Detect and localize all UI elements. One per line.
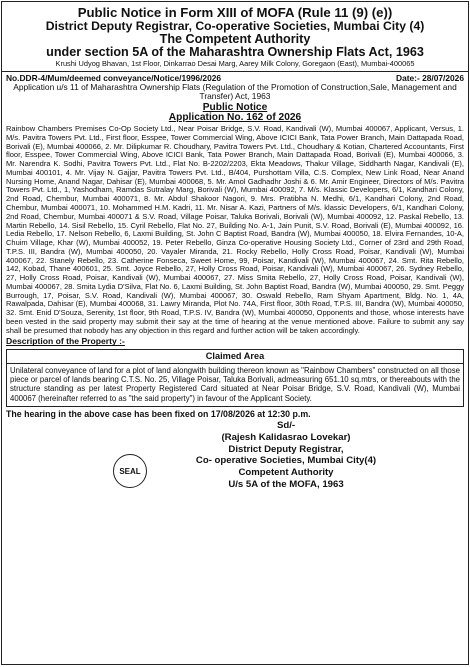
signatory-designation-3: Competent Authority: [238, 467, 334, 479]
authority-heading: District Deputy Registrar, Co-operative Societies, Mumbai City (4): [45, 18, 425, 33]
claimed-area-title: Claimed Area: [7, 350, 463, 364]
act-section-heading: under section 5A of the Maharashtra Ownership Flats Act, 1963: [46, 44, 424, 59]
signature-block: [176, 420, 396, 490]
signatory-designation-1: District Deputy Registrar,: [228, 443, 344, 455]
claimed-area-box: [6, 349, 464, 407]
notice-date: Date:- 28/07/2026: [396, 72, 464, 83]
competent-authority-heading: The Competent Authority: [159, 31, 311, 46]
seal-label: SEAL: [119, 466, 141, 476]
signatory-designation-2: Co- operative Societies, Mumbai City(4): [195, 455, 377, 467]
application-act-line: Application u/s 11 of Maharashtra Ownership Flats (Regulation of the Promotion of Construction,Sale, Management and Transfer) Act, 1963: [13, 81, 457, 102]
hearing-date-line: The hearing in the above case has been fixed on 17/08/2026 at 12:30 p.m.: [6, 408, 311, 419]
office-address: Krushi Udyog Bhavan, 1st Floor, Dinkarrao Desai Marg, Aarey Milk Colony, Goregaon (East), Mumbai-400065: [55, 59, 415, 69]
signature-sd: Sd/-: [276, 420, 296, 432]
seal-stamp: [113, 454, 147, 488]
parties-paragraph: Rainbow Chambers Premises Co-Op Society Ltd., Near Poisar Bridge, S.V. Road, Kandivali (W), Mumbai 400067, Applicant, Versus, 1. M/s. Pavitra Towers Pvt. Ltd., First floor, Esspee, Tower Commercial Wing, Above ICICI Bank, Tata Power Branch, Main Dattapada Road, Borivali (E), Mumbai 400066, 2. Mr. Dilipkumar R. Choudhary, Pavitra Towers Pvt. Ltd., Choudhary & Kotian, Chartered Accountants, First floor, Esspee, Tower Commercial Wing, Above ICICI Bank, Tata Power Branch, Main Dattapada Road, Borivali (E), Mumbai 400066, 3. Mr. Narendra K. Sodhi, Pavitra Towers Pvt. Ltd., Flat No. B-2202/2203, Ekta Meadows, Thakur Village, Siddharth Nagar, Kandivali (E), Mumbai 400101, 4. Mr. Vijay N. Gajjar, Pavitra Towers Pvt. Ltd., B/404, Purshottam Villa, C.S. Complex, New Link Road, Near Anand Nursing Home, Anand Nagar, Dahisar (E), Mumbai 400068, 5. Mr. Amol Gadhadhr Joshi & 6. Mr. Amir Engineer, Directors of M/s. Pavitra Towers Pvt. Ltd., 1, Yashodham, Ramdas Sutralay Marg, Borivali (W), Mumbai 400092, 7. M/s. Klassic Developers, 6/1, Kandhari Colony, 2nd Road, Chembur, Mumbai 400071, 8. Mr. Abdul Shakoor Nagori, 9. Mrs. Pratibha N. Medhi, 6/1, Kandhari Colony, 2nd Road, Chembur, Mumbai 400071, 10. Mohammed H.M. Kadri, 11. Mr. Nisar A. Kazi, Partners of M/s. klassic Developers, 6/1, Kandhari Colony, 2nd Road, Chembur, Mumbai 400071 & S.V. Road, Village Poisar, Taluka Borivali, Borivali (W), Mumbai 400092, 12. Paskal Rebello, 13. Martin Rebello, 14. Sisil Rebello, 15. Cyril Rebello, Flat No. 27, Building No. A-1, Jain Punit, S.V. Road, Borivali (E), Mumbai 400092, 16. Ledia Rebello, 17. Nelson Rebello, 6, Laxmi Building, St. John C Baptist Road, Bandra (W), Mumbai 400050, 18. Elvira Fernandes, 10-A, Chuim Village, Khar (W), Mumbai 400052, 19. Peter Rebello, Ginza Co-operative Housing Society Ltd., Corner of 23rd and 29th Road, T.P.S. III, Bandra (W), Mumbai 400050, 20. Vayaler Miranda, 21. Rocky Rebello, Holly Cross Road, Poisar, Kandivali (W), Mumbai 400067, 22. Stanely Rebello, 23. Catherine Fonseca, Sweet Home, 99, Poisar, Kandivali (W), Mumbai 400067, 24. Smt. Rita Rebello, 142, Kobad, Thane 400601, 25. Smt. Joyce Rebello, 27, Holly Cross Road, Poisar, Kandivali (W), Mumbai 400067, 26. Sydney Rebello, 27, Holly Cross Road, Poisar, Kandivali (W), Mumbai 400067, 27. Miss Smita Rebello, 27, Holly Cross Road, Poisar, Kandivali (W), Mumbai 400067, 28. Smita Lydia D'Silva, Flat No. 6, Laxmi Building, St. John Baptist Road, Bandra (W), Mumbai 400050, 29. Smt. Peggy Burrough, 17, Poisar, S.V. Road, Kandivali (W), Mumbai 400067, 30. Oswald Rebello, Ram Shyam Apartment, Bldg. No. 1, 4A, Rawalpada, Dahisar (E), Mumbai 400068, 31. Lawry Miranda, Plot No. 74A, First floor, 30th Road, T.P.S. III, Bandra (W), Mumbai 400050, 32. Smt. Enid D'Souza, Serenity, 1st floor, 9th Road, T.P.S. IV, Bandra (W), Mumbai 400050, Opponents and those, whose interests have been vested in the said property may submit their say at the time of hearing at the venue mentioned above. Failure to submit any say shall be presumed that nobody has any objection in this regard and further action will be taken accordingly.: [6, 124, 464, 335]
description-heading: Description of the Property :-: [6, 336, 125, 347]
signature-section: [6, 420, 464, 520]
reference-number: No.DDR-4/Mum/deemed conveyance/Notice/1996/2026: [6, 72, 222, 83]
claimed-area-text: Unilateral conveyance of land for a plot of land alongwith building thereon known as "Rainbow Chambers" constructed on all those piece or parcel of lands bearing C.T.S. No. 25, Village Poisar, Taluka Borivali, admeasuring 651.10 sq.mtrs, or thereabouts with the structure standing as per latest Property Registered Card situated at Near Poisar Bridge, S.V. Road, Kandivali (W), Mumbai 400067 (hereinafter referred to as "the said property") in favour of the Applicant Society.: [10, 366, 461, 403]
signatory-designation-4: U/s 5A of the MOFA, 1963: [228, 478, 344, 490]
public-notice: [1, 1, 469, 665]
public-notice-title: Public Notice: [202, 101, 268, 113]
notice-heading: Public Notice in Form XIII of MOFA (Rule 11 (9) (e)): [77, 5, 393, 20]
signatory-name: (Rajesh Kalidasrao Lovekar): [221, 431, 351, 443]
application-number: Application No. 162 of 2026: [168, 112, 302, 124]
